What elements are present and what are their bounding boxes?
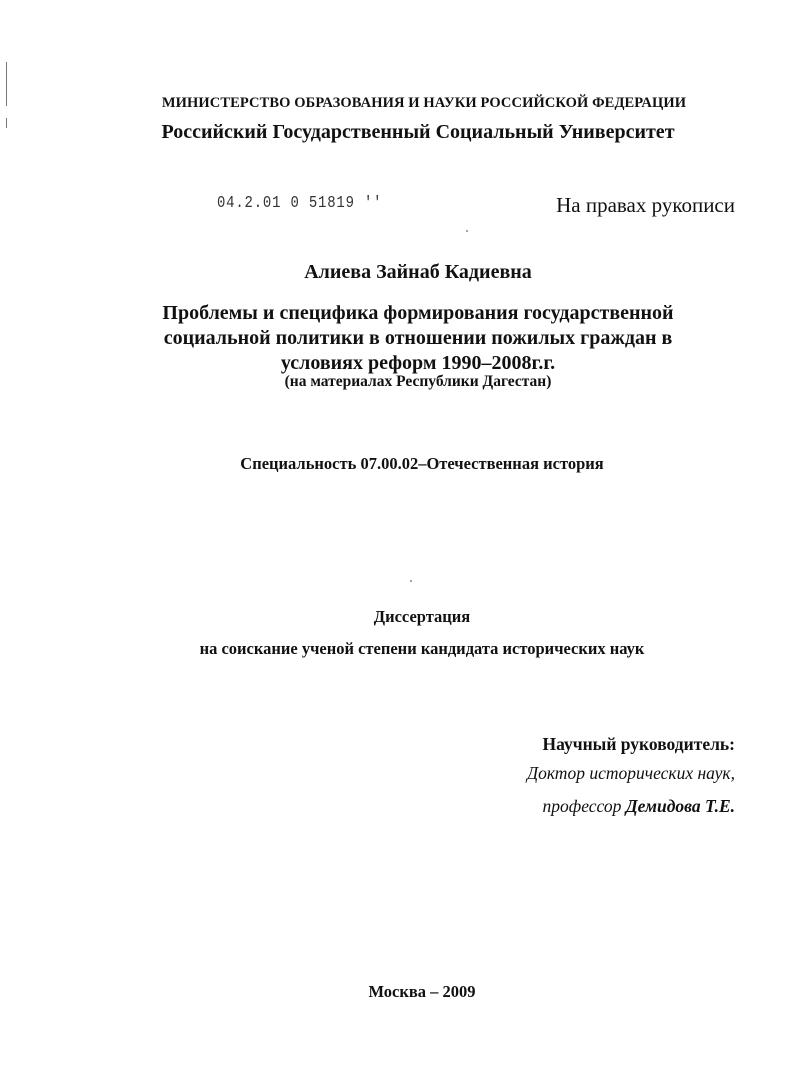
ministry-heading: МИНИСТЕРСТВО ОБРАЗОВАНИЯ И НАУКИ РОССИЙСКОЙ ФЕДЕРАЦИИ [161, 95, 687, 111]
manuscript-rights-note: На правах рукописи [556, 193, 735, 217]
scan-speck [466, 230, 468, 232]
registration-stamp-number: 04.2.01 0 51819 '' [217, 194, 383, 213]
title-line: условиях реформ 1990–2008г.г. [280, 352, 556, 374]
work-type-heading: Диссертация [373, 607, 471, 626]
author-name: Алиева Зайнаб Кадиевна [304, 261, 532, 283]
specialty-line: Специальность 07.00.02–Отечественная история [240, 454, 604, 473]
scan-edge-mark [6, 118, 7, 128]
scan-speck [410, 580, 412, 582]
title-line: Проблемы и специфика формирования государственной [162, 302, 674, 324]
degree-line: на соискание ученой степени кандидата исторических наук [199, 639, 645, 658]
university-name: Российский Государственный Социальный Университет [161, 121, 675, 143]
supervisor-name-line [543, 796, 735, 817]
dissertation-title [20, 301, 796, 376]
scan-edge-mark [6, 62, 7, 106]
supervisor-name: Демидова Т.Е. [625, 796, 735, 816]
supervisor-label: Научный руководитель: [542, 734, 735, 754]
supervisor-rank: профессор [542, 796, 622, 816]
dissertation-subtitle: (на материалах Республики Дагестан) [284, 373, 552, 390]
city-year: Москва – 2009 [368, 982, 476, 1001]
supervisor-degree: Доктор исторических наук, [526, 763, 735, 783]
title-line: социальной политики в отношении пожилых граждан в [163, 327, 673, 349]
